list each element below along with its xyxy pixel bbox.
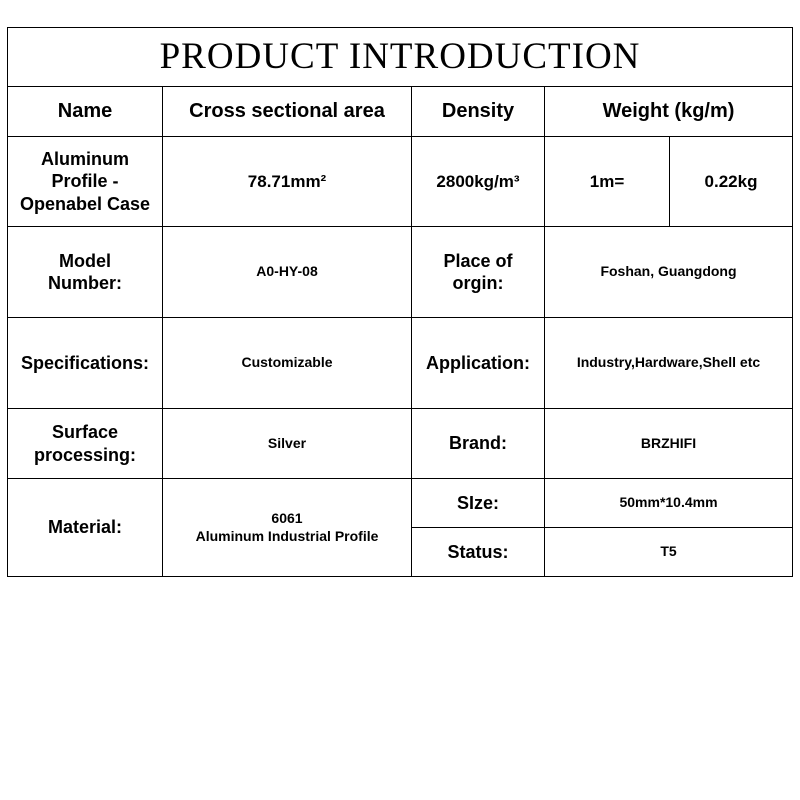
- material-value: 6061 Aluminum Industrial Profile: [162, 478, 412, 577]
- specifications-label: Specifications:: [7, 317, 163, 409]
- material-label: Material:: [7, 478, 163, 577]
- page-title: PRODUCT INTRODUCTION: [7, 27, 793, 87]
- size-value: 50mm*10.4mm: [544, 478, 793, 528]
- status-label: Status:: [411, 527, 545, 577]
- model-label: Model Number:: [7, 226, 163, 318]
- specifications-value: Customizable: [162, 317, 412, 409]
- product-name: Aluminum Profile - Openabel Case: [7, 136, 163, 227]
- header-name: Name: [7, 86, 163, 137]
- weight-value: 0.22kg: [669, 136, 793, 227]
- product-spec-table: [7, 27, 793, 577]
- status-value: T5: [544, 527, 793, 577]
- surface-value: Silver: [162, 408, 412, 479]
- application-value: Industry,Hardware,Shell etc: [544, 317, 793, 409]
- origin-value: Foshan, Guangdong: [544, 226, 793, 318]
- density-value: 2800kg/m³: [411, 136, 545, 227]
- brand-label: Brand:: [411, 408, 545, 479]
- header-cross-section: Cross sectional area: [162, 86, 412, 137]
- model-value: A0-HY-08: [162, 226, 412, 318]
- application-label: Application:: [411, 317, 545, 409]
- header-weight: Weight (kg/m): [544, 86, 793, 137]
- weight-label: 1m=: [544, 136, 670, 227]
- header-density: Density: [411, 86, 545, 137]
- surface-label: Surface processing:: [7, 408, 163, 479]
- size-label: SIze:: [411, 478, 545, 528]
- origin-label: Place of orgin:: [411, 226, 545, 318]
- cross-section-value: 78.71mm²: [162, 136, 412, 227]
- brand-value: BRZHIFI: [544, 408, 793, 479]
